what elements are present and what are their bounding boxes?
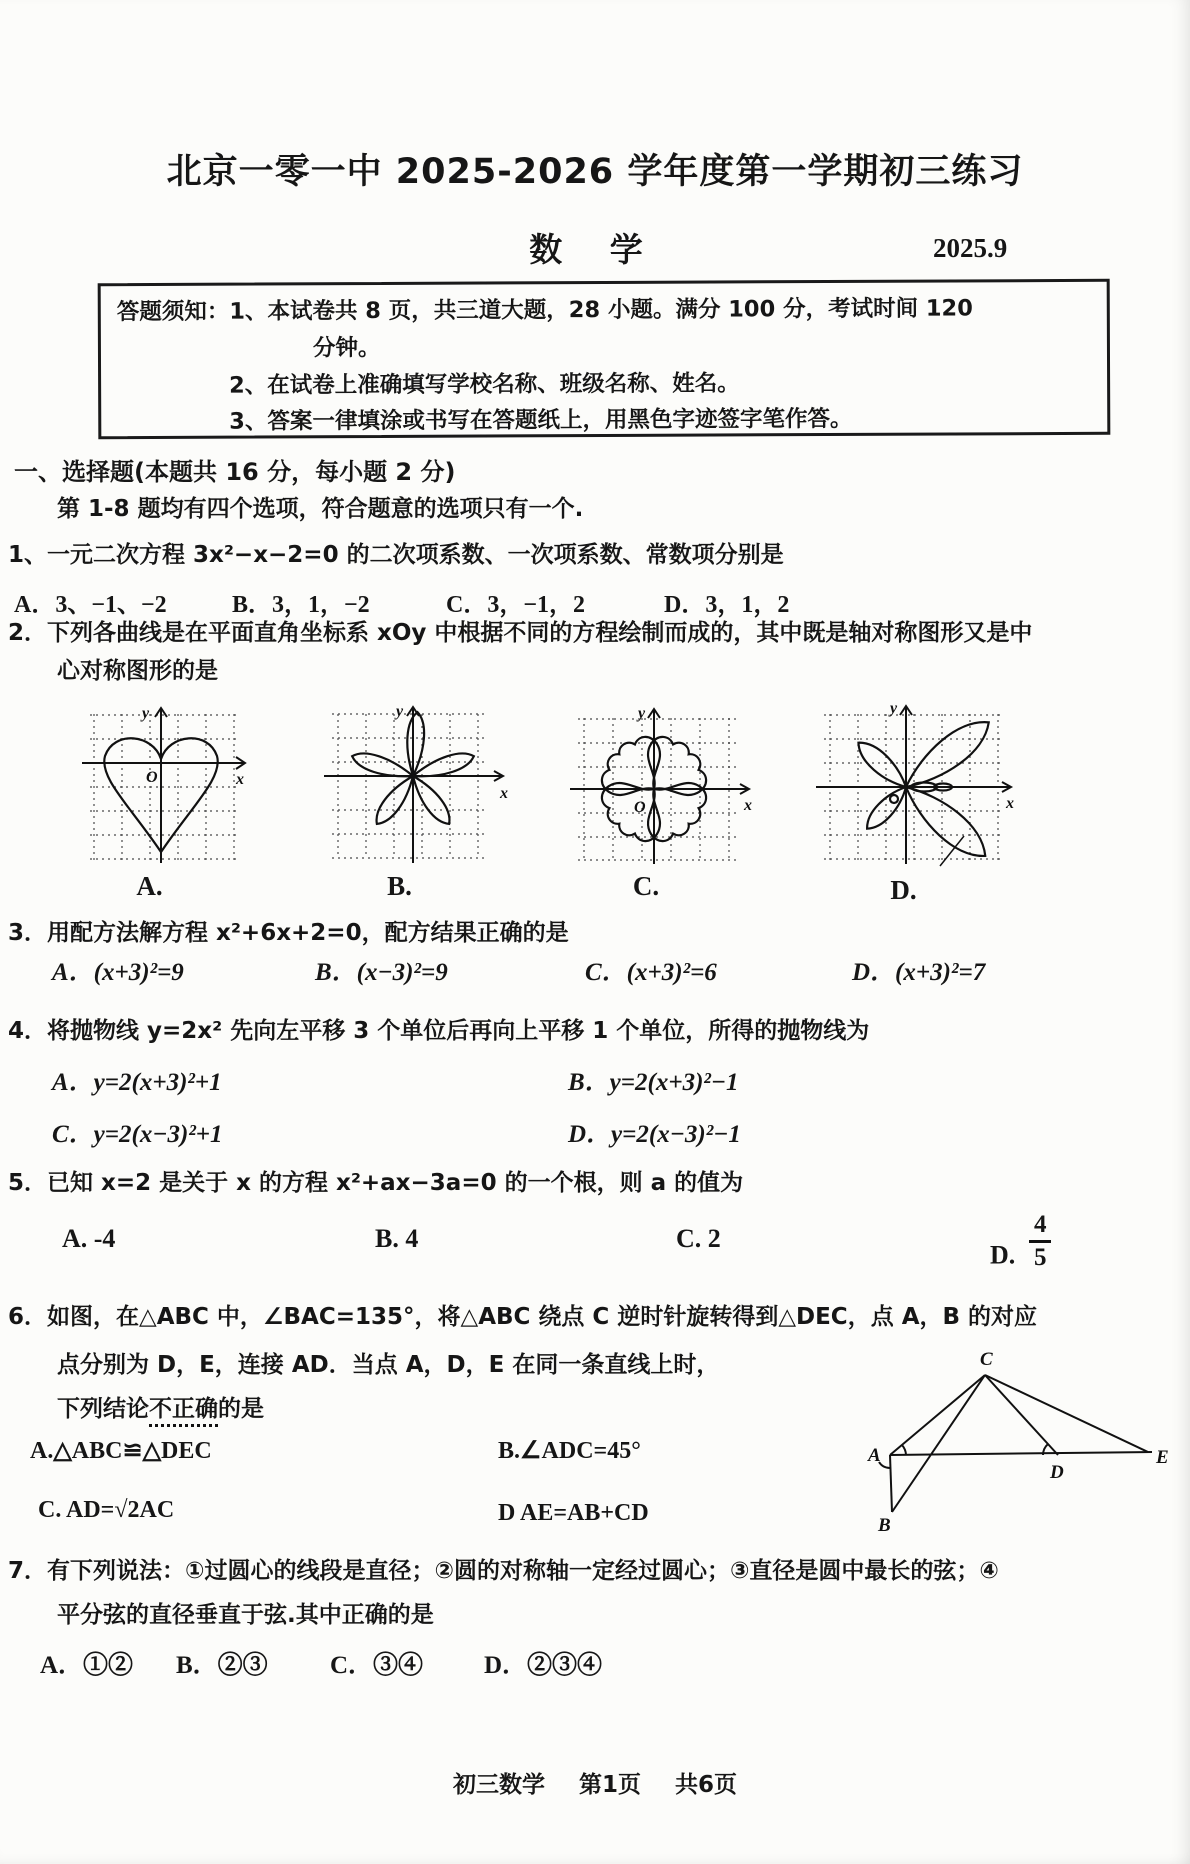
axes [324, 707, 503, 863]
q1-stem: 1、一元二次方程 3x²−x−2=0 的二次项系数、一次项系数、常数项分别是 [8, 542, 784, 568]
notice-box [98, 279, 1111, 439]
exam-date: 2025.9 [933, 233, 1008, 263]
page-footer [0, 1766, 1190, 1799]
q7-option-c: C．③④ [330, 1652, 424, 1679]
point-a-label: A [868, 1445, 881, 1466]
q2-figure-c [566, 702, 758, 902]
x-axis-label: x [744, 797, 752, 814]
fraction-denominator: 5 [1034, 1243, 1047, 1271]
q6-stem-line1: 6．如图，在△ABC 中，∠BAC=135°，将△ABC 绕点 C 逆时针旋转得到△DEC，点 A，B 的对应 [8, 1304, 1038, 1330]
grid-lines [90, 714, 238, 860]
q3-stem: 3．用配方法解方程 x²+6x+2=0，配方结果正确的是 [8, 920, 569, 946]
clover-curve-plot [566, 702, 758, 866]
q5-option-d-label: D. [990, 1240, 1016, 1270]
angle-marks [879, 1444, 1048, 1468]
x-axis-label: x [1006, 795, 1014, 812]
q3-option-c: C．(x+3)²=6 [585, 959, 717, 986]
page-title: 北京一零一中 2025-2026 学年度第一学期初三练习 [166, 152, 1024, 192]
q7-option-b: B．②③ [176, 1652, 268, 1679]
q7-stem-line2: 平分弦的直径垂直于弦.其中正确的是 [57, 1602, 434, 1628]
q7-option-a: A．①② [40, 1652, 134, 1679]
notice-line-4: 3、答案一律填涂或书写在答题纸上，用黑色字迹签字笔作答。 [229, 405, 853, 435]
axes [82, 708, 245, 863]
triangle-edges [890, 1375, 1152, 1512]
q4-option-b: B．y=2(x+3)²−1 [568, 1069, 739, 1096]
q4-option-a: A．y=2(x+3)²+1 [52, 1069, 222, 1096]
footer-total: 共6页 [675, 1772, 738, 1798]
q1-option-b: B．3，1，−2 [232, 592, 370, 618]
q2-stem-line2: 心对称图形的是 [57, 658, 218, 684]
q5-option-d [990, 1211, 1051, 1287]
q6-option-d: D AE=AB+CD [498, 1500, 649, 1526]
q4-option-d: D．y=2(x−3)²−1 [568, 1121, 741, 1148]
q6-stem-line3 [57, 1390, 264, 1423]
q4-stem: 4．将抛物线 y=2x² 先向左平移 3 个单位后再向上平移 1 个单位，所得的抛物线为 [8, 1018, 870, 1044]
q5-option-d-fraction [1029, 1212, 1051, 1271]
subject-title: 数 学 [529, 230, 661, 269]
q1-option-a: A．3、−1、−2 [14, 592, 167, 618]
point-b-label: B [878, 1515, 891, 1536]
rose-curve-plot [318, 702, 513, 866]
q5-option-b: B. 4 [375, 1224, 419, 1253]
x-axis-label: x [236, 771, 244, 788]
q5-option-a: A. -4 [62, 1224, 116, 1253]
q5-option-c: C. 2 [676, 1224, 721, 1253]
q4-option-c: C．y=2(x−3)²+1 [52, 1121, 223, 1148]
q6-stem3-prefix: 下列结论 [57, 1396, 149, 1422]
q6-stem-line2: 点分别为 D，E，连接 AD．当点 A，D，E 在同一条直线上时， [57, 1352, 720, 1378]
heart-curve-plot [78, 702, 253, 866]
q7-stem-line1: 7．有下列说法：①过圆心的线段是直径；②圆的对称轴一定经过圆心；③直径是圆中最长的弦；④ [8, 1558, 999, 1584]
q2-figure-a [78, 702, 253, 902]
q3-option-a: A．(x+3)²=9 [52, 959, 184, 986]
y-axis-label: y [890, 700, 898, 717]
notice-line-2: 分钟。 [312, 334, 381, 362]
figure-a-label: A. [136, 871, 163, 901]
q6-option-c: C. AD=√2AC [38, 1497, 175, 1523]
q6-stem3-suffix: 的是 [218, 1396, 264, 1422]
y-axis-label: y [638, 705, 646, 722]
q3-option-d: D．(x+3)²=7 [852, 959, 986, 986]
footer-page: 第1页 [578, 1772, 641, 1798]
q7-option-d: D．②③④ [484, 1652, 603, 1679]
figure-b-label: B. [387, 871, 412, 901]
footer-course: 初三数学 [452, 1772, 545, 1798]
notice-line-1: 答题须知：1、本试卷共 8 页，共三道大题，28 小题。满分 100 分，考试时间 120 [116, 295, 973, 326]
q6-triangle-figure [820, 1333, 1180, 1538]
q2-stem-line1: 2．下列各曲线是在平面直角坐标系 xOy 中根据不同的方程绘制而成的，其中既是轴对称图形又是中 [8, 620, 1033, 646]
origin-label: O [634, 799, 646, 816]
figure-d-label: D. [890, 875, 917, 905]
section-note: 第 1-8 题均有四个选项，符合题意的选项只有一个. [57, 496, 584, 522]
q2-figure-d [812, 700, 1027, 906]
point-d-label: D [1050, 1462, 1064, 1483]
q3-option-b: B．(x−3)²=9 [315, 959, 448, 986]
q2-figure-b [318, 702, 513, 902]
point-c-label: C [980, 1349, 993, 1370]
butterfly-loops [852, 711, 998, 867]
y-axis-label: y [142, 705, 150, 722]
q6-option-b: B.∠ADC=45° [498, 1438, 641, 1464]
q6-option-a: A.△ABC≌△DEC [30, 1438, 212, 1464]
butterfly-curve-plot [812, 700, 1027, 870]
origin-label: O [146, 769, 158, 786]
q5-stem: 5．已知 x=2 是关于 x 的方程 x²+ax−3a=0 的一个根，则 a 的值为 [8, 1170, 744, 1196]
point-e-label: E [1156, 1447, 1169, 1468]
figure-c-label: C. [632, 871, 660, 901]
x-axis-label: x [500, 785, 508, 802]
q6-stem3-emphasis: 不正确 [149, 1396, 218, 1427]
fraction-bar [1029, 1240, 1051, 1243]
section-heading: 一、选择题(本题共 16 分，每小题 2 分) [14, 458, 456, 486]
y-axis-label: y [396, 703, 404, 720]
notice-line-3: 2、在试卷上准确填写学校名称、班级名称、姓名。 [229, 370, 740, 399]
fraction-numerator: 4 [1034, 1211, 1047, 1238]
q1-option-c: C．3，−1，2 [446, 592, 586, 618]
q1-option-d: D．3，1，2 [664, 592, 790, 618]
